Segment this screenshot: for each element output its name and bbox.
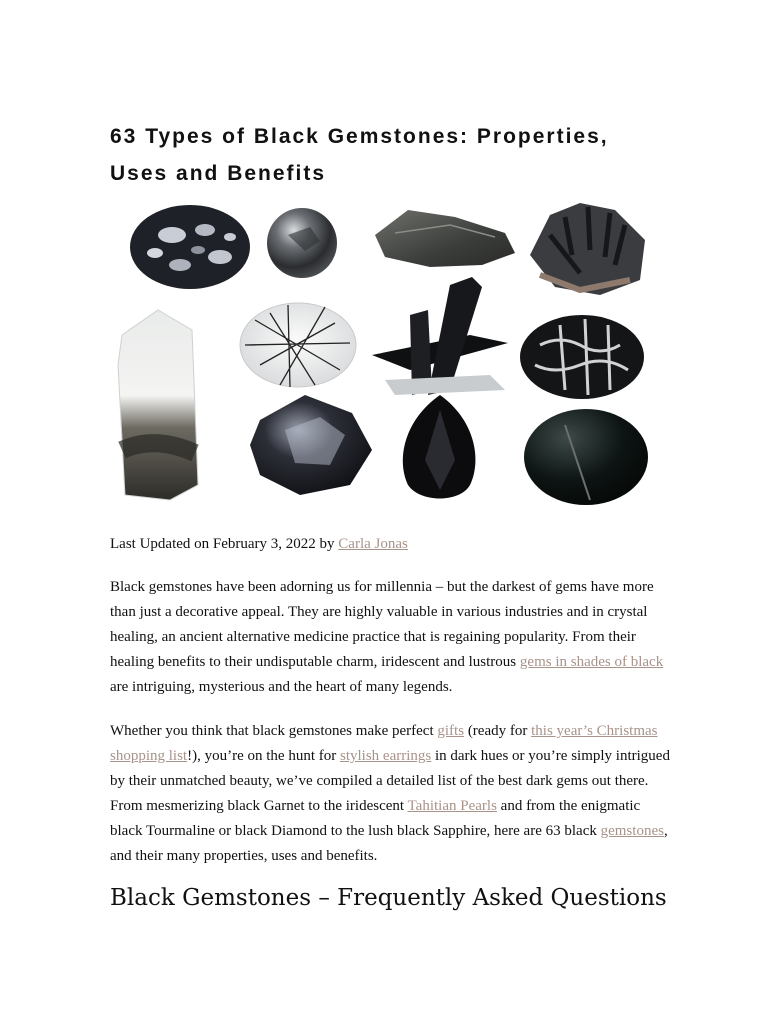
stylish-earrings-link[interactable]: stylish earrings bbox=[339, 748, 432, 764]
black-garnet bbox=[250, 395, 372, 495]
christmas-list-link[interactable]: this year’s Christmas shopping list bbox=[110, 723, 658, 764]
gemstone-collage bbox=[110, 195, 660, 525]
black-pear-gem bbox=[403, 395, 476, 499]
obsidian-oval bbox=[524, 409, 648, 505]
fossil-coral bbox=[520, 315, 644, 399]
faq-heading: Black Gemstones – Frequently Asked Questions bbox=[110, 885, 667, 911]
intro-paragraph bbox=[110, 575, 670, 700]
article-title: 63 Types of Black Gemstones: Properties, Uses and Benefits bbox=[110, 125, 609, 185]
p2-text-6: , and their many properties, uses and benefits. bbox=[110, 823, 668, 864]
intro-text-1: Black gemstones have been adorning us for millennia – but the darkest of gems have more than just a decorative appeal. They are highly valuable in various industries and in crystal healing, an ancient alternative medicine practice that is regaining popularity. From their healing benefits to their undisputable charm, iridescent and lustrous bbox=[110, 579, 654, 670]
hematite-sphere bbox=[267, 208, 337, 278]
gemstones-link[interactable]: gemstones bbox=[600, 823, 664, 839]
rutilated-quartz bbox=[240, 303, 356, 387]
gemstone-collage-svg bbox=[110, 195, 660, 525]
second-paragraph bbox=[110, 719, 670, 869]
black-slate bbox=[375, 210, 515, 267]
gifts-link[interactable]: gifts bbox=[437, 723, 465, 739]
article-meta bbox=[110, 534, 670, 554]
p2-text-1: Whether you think that black gemstones make perfect bbox=[110, 723, 438, 739]
phantom-quartz bbox=[118, 310, 198, 500]
schorl-cluster bbox=[530, 203, 645, 295]
tahitian-pearls-link[interactable]: Tahitian Pearls bbox=[407, 798, 497, 814]
p2-text-5: and from the enigmatic black Tourmaline or black Diamond to the lush black Sapphire, here are 63 black bbox=[110, 798, 641, 839]
p2-text-4: in dark hues or you’re simply intrigued by their unmatched beauty, we’ve compiled a detailed list of the best dark gems out there. From mesmerizing black Garnet to the iridescent bbox=[110, 748, 670, 814]
p2-text-2: (ready for bbox=[464, 723, 532, 739]
p2-text-3: !), you’re on the hunt for bbox=[187, 748, 340, 764]
last-updated-text: Last Updated on February 3, 2022 by bbox=[110, 536, 339, 552]
gems-in-black-link[interactable]: gems in shades of black bbox=[519, 654, 664, 670]
intro-text-2: are intriguing, mysterious and the heart of many legends. bbox=[110, 679, 453, 695]
author-link[interactable]: Carla Jonas bbox=[338, 536, 408, 552]
tourmaline-crystals bbox=[372, 277, 508, 395]
jasper-gem bbox=[130, 205, 250, 289]
